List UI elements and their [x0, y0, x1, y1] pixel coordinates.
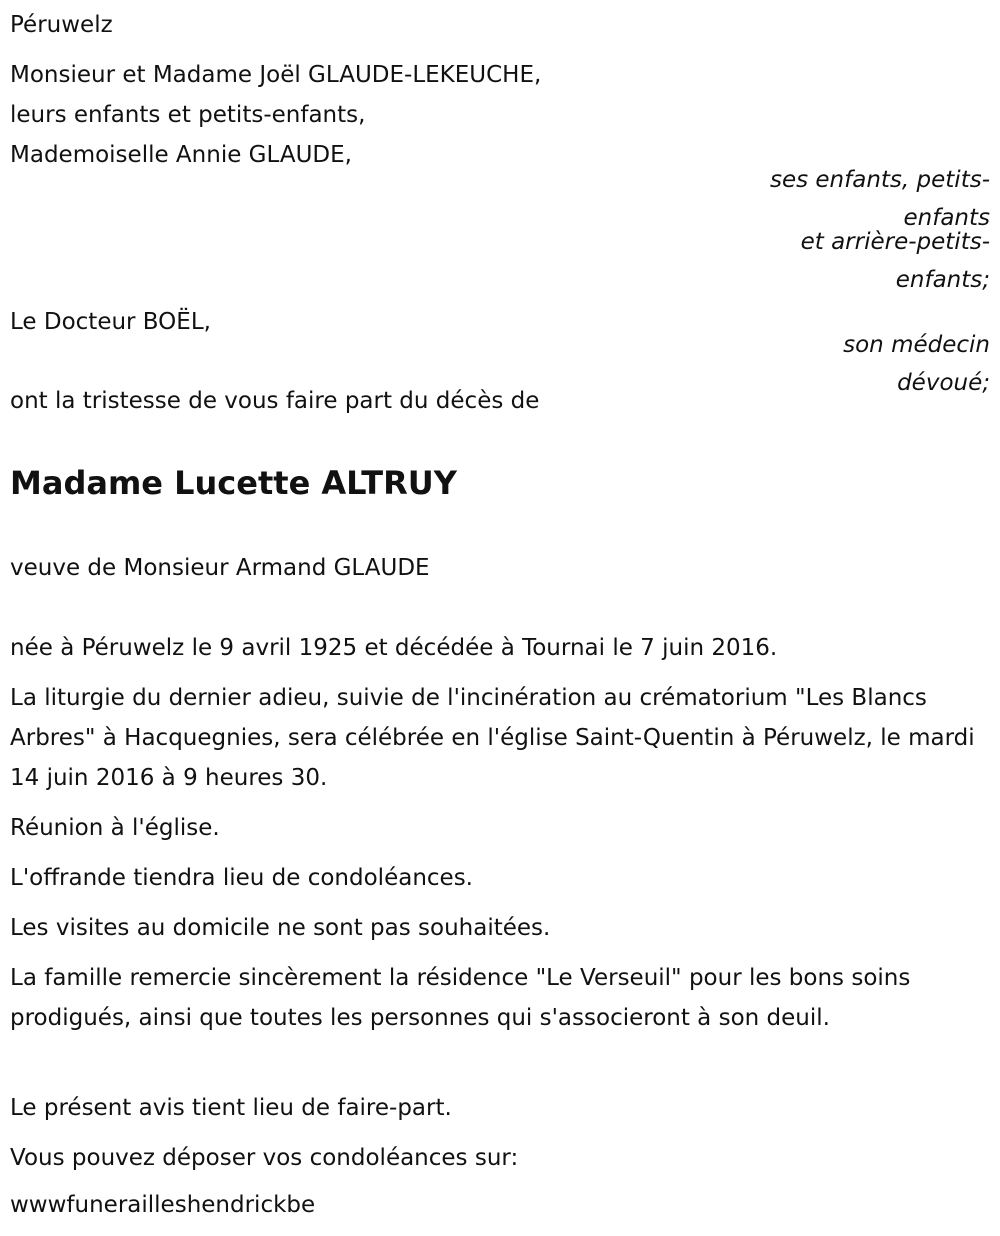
announcement: ont la tristesse de vous faire part du décès de	[10, 388, 540, 414]
widow-of: veuve de Monsieur Armand GLAUDE	[10, 555, 430, 581]
family-line-2: leurs enfants et petits-enfants,	[10, 102, 366, 128]
relation-children-3: et arrière-petits-	[800, 229, 990, 255]
deceased-name: Madame Lucette ALTRUY	[10, 464, 457, 502]
family-line-3: Mademoiselle Annie GLAUDE,	[10, 142, 352, 168]
relation-doctor-1: son médecin	[843, 332, 990, 358]
relation-children-4: enfants;	[895, 267, 990, 293]
relation-children-2: enfants	[903, 205, 990, 231]
relation-doctor-2: dévoué;	[897, 370, 990, 396]
meeting: Réunion à l'église.	[10, 815, 220, 841]
notice: Le présent avis tient lieu de faire-part.	[10, 1095, 452, 1121]
family-line-1: Monsieur et Madame Joël GLAUDE-LEKEUCHE,	[10, 62, 542, 88]
thanks: La famille remercie sincèrement la résidence "Le Verseuil" pour les bons soins prodigués, ainsi que toutes les personnes qui s'associeront à son deuil.	[10, 965, 911, 1031]
offering: L'offrande tiendra lieu de condoléances.	[10, 865, 473, 891]
website-link[interactable]: wwwfunerailleshendrickbe	[10, 1192, 316, 1218]
condolences: Vous pouvez déposer vos condoléances sur:	[10, 1145, 519, 1171]
visits: Les visites au domicile ne sont pas souhaitées.	[10, 915, 551, 941]
place: Péruwelz	[10, 12, 113, 38]
ceremony: La liturgie du dernier adieu, suivie de l'incinération au crématorium "Les Blancs Arbres" à Hacquegnies, sera célébrée en l'église Saint-Quentin à Péruwelz, le mardi 14 juin 2016 à 9 heures 30.	[10, 685, 975, 791]
doctor: Le Docteur BOËL,	[10, 309, 211, 335]
relation-children-1: ses enfants, petits-	[769, 167, 990, 193]
birth-death: née à Péruwelz le 9 avril 1925 et décédée à Tournai le 7 juin 2016.	[10, 635, 778, 661]
